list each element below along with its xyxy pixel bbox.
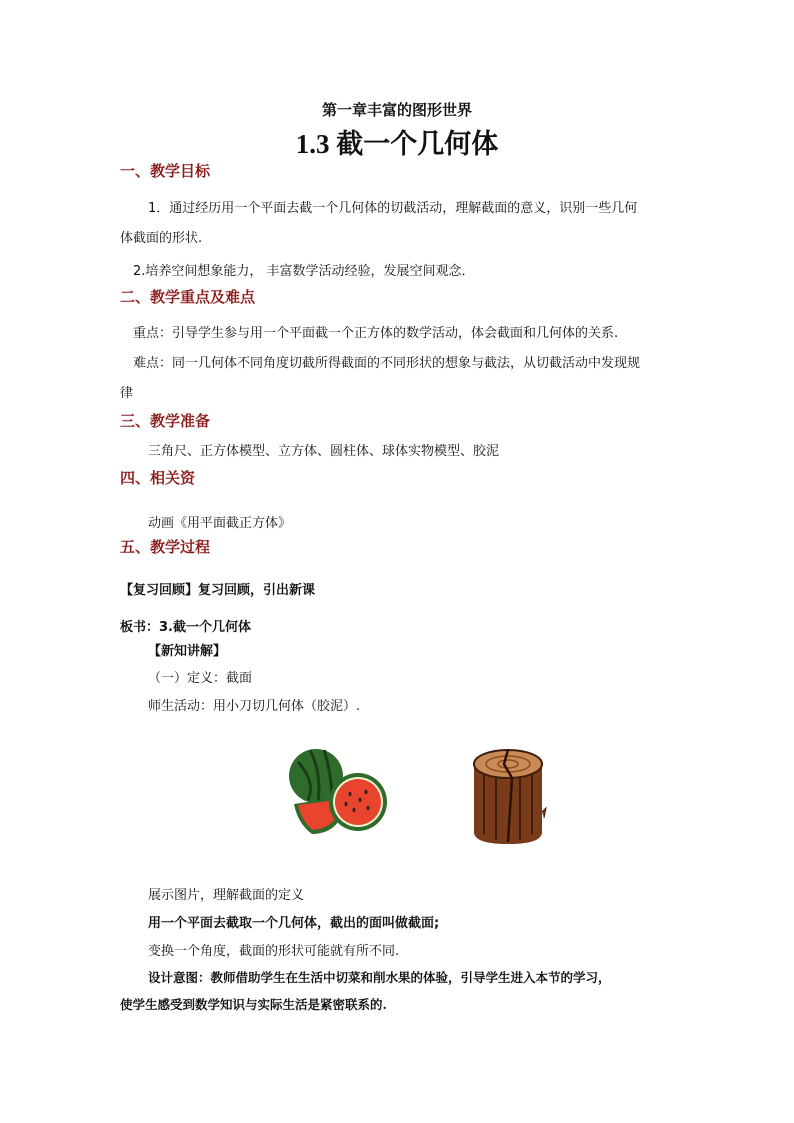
difficult-point-line-1: 难点：同一几何体不同角度切截所得截面的不同形状的想象与截法，从切截活动中发现规 [133,356,641,371]
review-line: 【复习回顾】复习回顾，引出新课 [120,583,316,598]
prep-materials: 三角尺、正方体模型、立方体、圆柱体、球体实物模型、胶泥 [148,444,500,459]
section-heading-prep: 三、教学准备 [120,412,211,430]
design-intent-line-1: 设计意图：教师借助学生在生活中切菜和削水果的体验，引导学生进入本节的学习， [148,970,611,985]
section-heading-keypoints: 二、教学重点及难点 [120,288,256,306]
goal-1-line-2: 体截面的形状. [120,231,203,246]
lesson-title: 1.3 截一个几何体 [295,129,499,159]
watermelon-image [288,742,388,842]
section-heading-resources: 四、相关资 [120,469,196,487]
resource-animation: 动画《用平面截正方体》 [148,516,292,531]
section-heading-process: 五、教学过程 [120,538,211,556]
design-intent-line-2: 使学生感受到数学知识与实际生活是紧密联系的. [120,997,387,1012]
new-knowledge-heading: 【新知讲解】 [148,644,227,659]
angle-text: 变换一个角度，截面的形状可能就有所不同. [148,944,400,959]
show-images-line: 展示图片，理解截面的定义 [148,888,305,903]
goal-2: 2.培养空间想象能力， 丰富数学活动经验，发展空间观念． [133,264,475,279]
board-line: 板书：3.截一个几何体 [120,620,251,635]
section-heading-goals: 一、教学目标 [120,162,211,180]
difficult-point-line-2: 律 [120,386,134,401]
definition-text: 用一个平面去截取一个几何体，截出的面叫做截面; [148,916,440,931]
wood-stump-image [468,742,548,848]
goal-1-line-1: 1．通过经历用一个平面去截一个几何体的切截活动，理解截面的意义，识别一些几何 [148,201,638,216]
key-point: 重点：引导学生参与用一个平面截一个正方体的数学活动，体会截面和几何体的关系. [133,326,619,341]
definition-heading: （一）定义：截面 [148,671,253,686]
activity-line: 师生活动：用小刀切几何体（胶泥）. [148,699,361,714]
chapter-title: 第一章丰富的图形世界 [321,101,472,119]
